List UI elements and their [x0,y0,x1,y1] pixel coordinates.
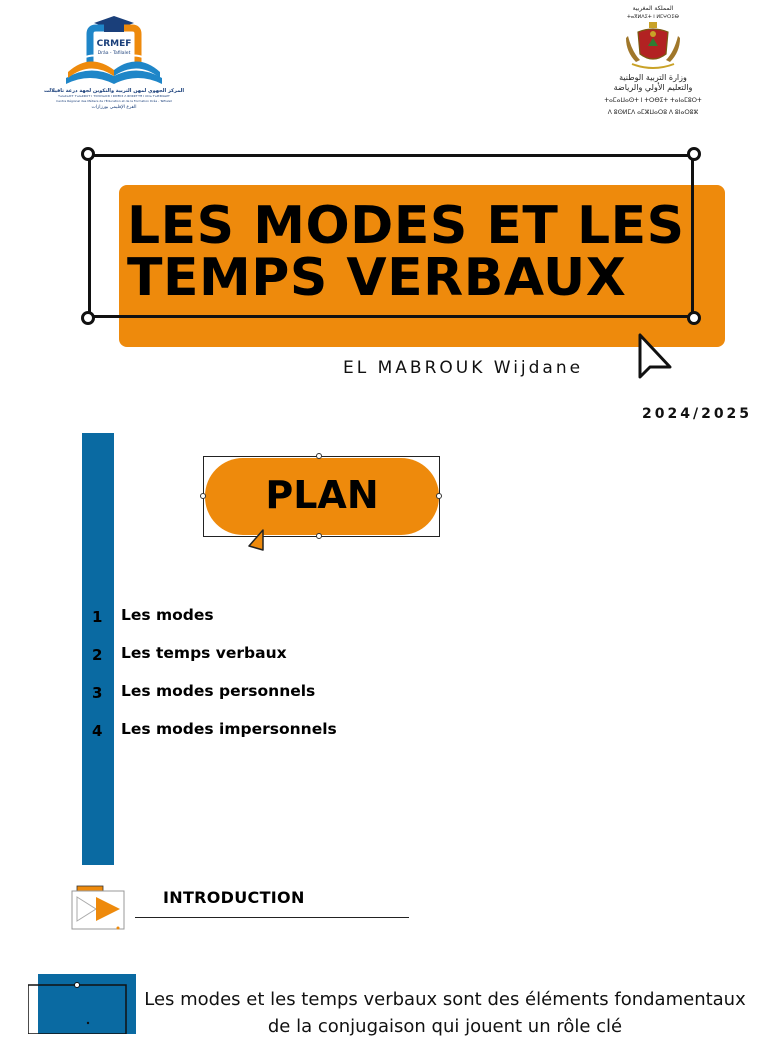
plan-item-number: 3 [92,684,103,702]
ministry-line4-tifinagh: ⵜⴰⵎⴰⵡⴰⵙⵜ ⵏ ⵜⵔⴱⵉⵜ ⵜⴰⵏⴰⵎⵓⵔⵜ [604,97,702,104]
cursor-arrow-icon [636,332,674,382]
plan-heading: PLAN [265,473,379,517]
plan-item-label: Les modes [121,606,214,624]
plan-item-label: Les temps verbaux [121,644,287,662]
plan-item-number: 4 [92,722,103,740]
plan-item [88,680,388,718]
introduction-paragraph: Les modes et les temps verbaux sont des éléments fondamentaux de la conjugaison qui jouent un rôle clé [144,989,746,1037]
page-title [127,196,747,308]
school-year: 2024/2025 [642,406,753,422]
plan-handle-top [316,453,322,459]
ministry-line3-ar: والتعليم الأولي والرياضة [613,83,693,92]
plan-pointer-icon [247,528,267,554]
plan-item-number: 1 [92,608,103,626]
plan-handle-bottom [316,533,322,539]
ministry-line2-ar: وزارة التربية الوطنية [619,73,687,82]
plan-item [88,604,388,642]
frame-handle-bottom-right [687,311,701,325]
plan-item-number: 2 [92,646,103,664]
coat-of-arms-icon [626,22,680,68]
title-line-1: LES MODES ET LES [127,196,685,256]
crmef-caption-branch: الفرع الإقليمي بورزازات [91,105,137,110]
crmef-caption-ar: المركز الجهوي لمهن التربية والتكوين لجهة درعة تافيلالت [43,88,185,94]
plan-item [88,642,388,680]
frame-handle-top-left [81,147,95,161]
frame-handle-bottom-left [81,311,95,325]
plan-item-label: Les modes impersonnels [121,720,337,738]
crmef-caption-tifinagh: ⵜⴰⵏⴰⵎⴰⵙⵜ ⵜⴰⵏⴰⵎⵓⵔⵜ ⵏ ⵜⵎⵙⵙⴰⵔⵉⵏ ⵏ ⵓⵙⴳⵎⵉ ⴷ ⵓⵙⵎⵓⵜⵜⴳ ⵏ ⴷⵔⴰ ⵜⴰⴼⵉⵍⴰⵍⵜ [57,94,171,98]
frame-handle-top-right [687,147,701,161]
plan-item-label: Les modes personnels [121,682,316,700]
crmef-logo [38,14,190,112]
crmef-region: Drâa - Tafilalet [97,51,131,56]
ministry-line1-tifinagh: ⵜⴰⴳⵍⴷⵉⵜ ⵏ ⵍⵎⵖⵔⵉⴱ [627,14,679,20]
author-name: EL MABROUK Wijdane [343,358,584,378]
ministry-line1-ar: المملكة المغربية [632,5,674,12]
title-line-2: TEMPS VERBAUX [127,248,627,308]
play-arrow-icon [70,885,128,931]
plan-list [88,604,388,756]
decorative-blue-box-icon [28,974,136,1034]
ministry-logo [598,2,708,120]
ministry-line5-tifinagh: ⴷ ⵓⵙⵍⵎⴷ ⴰⵎⵣⵡⴰⵔⵓ ⴷ ⵓⵏⴰⵔⵓⵣ [607,109,699,116]
crmef-caption-fr: Centre Régional des Métiers de l'Éducation et de la Formation Drâa - Tafilalet [56,99,172,103]
introduction-heading: INTRODUCTION [163,888,305,907]
plan-item [88,718,388,756]
introduction-underline [135,917,409,918]
crmef-abbr: CRMEF [96,39,132,49]
